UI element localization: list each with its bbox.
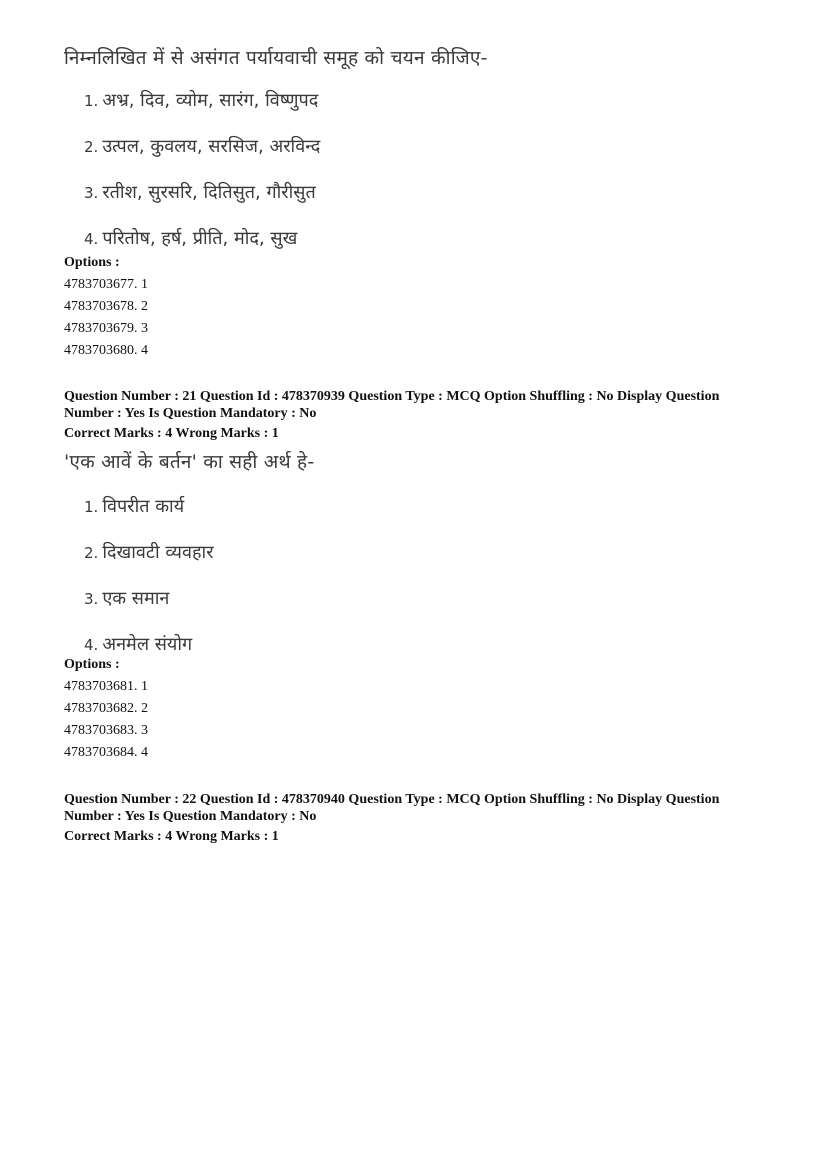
q21-question-text: 'एक आवें के बर्तन' का सही अर्थ हे- xyxy=(64,451,315,473)
q22-header-line2: Number : Yes Is Question Mandatory : No xyxy=(64,809,317,824)
q20-choice-4 xyxy=(84,226,297,250)
q21-marks: Correct Marks : 4 Wrong Marks : 1 xyxy=(64,426,279,441)
q21-choice-4-text: अनमेल संयोग xyxy=(102,634,193,655)
q20-choice-4-num: 4. xyxy=(84,230,99,248)
q20-choice-2-text: उत्पल, कुवलय, सरसिज, अरविन्द xyxy=(102,136,321,157)
q21-choice-2 xyxy=(84,540,214,564)
q21-option-id-4: 4783703684. 4 xyxy=(64,745,148,760)
q21-choice-3 xyxy=(84,586,169,610)
q20-choice-4-text: परितोष, हर्ष, प्रीति, मोद, सुख xyxy=(102,228,298,249)
q21-option-id-3: 4783703683. 3 xyxy=(64,723,148,738)
q21-choice-1-text: विपरीत कार्य xyxy=(102,496,185,517)
q21-header-line2: Number : Yes Is Question Mandatory : No xyxy=(64,406,317,421)
q20-choice-3-text: रतीश, सुरसरि, दितिसुत, गौरीसुत xyxy=(102,182,316,203)
q20-option-id-4: 4783703680. 4 xyxy=(64,343,148,358)
q21-choice-2-num: 2. xyxy=(84,544,99,562)
q20-choice-2 xyxy=(84,134,320,158)
q20-choice-2-num: 2. xyxy=(84,138,99,156)
q21-choice-3-num: 3. xyxy=(84,590,99,608)
q22-header-line1: Question Number : 22 Question Id : 478370940 Question Type : MCQ Option Shuffling : No Display Question xyxy=(64,792,720,807)
q20-option-id-3: 4783703679. 3 xyxy=(64,321,148,336)
q21-choice-4 xyxy=(84,632,192,656)
q21-option-id-2: 4783703682. 2 xyxy=(64,701,148,716)
q20-choice-3 xyxy=(84,180,316,204)
q20-choice-1-num: 1. xyxy=(84,92,99,110)
q20-choice-1 xyxy=(84,88,318,112)
q21-option-id-1: 4783703681. 1 xyxy=(64,679,148,694)
q20-option-id-2: 4783703678. 2 xyxy=(64,299,148,314)
q21-choice-2-text: दिखावटी व्यवहार xyxy=(102,542,214,563)
q21-choice-3-text: एक समान xyxy=(102,588,170,609)
q21-choice-1-num: 1. xyxy=(84,498,99,516)
q21-choice-1 xyxy=(84,494,184,518)
q20-choice-3-num: 3. xyxy=(84,184,99,202)
q22-marks: Correct Marks : 4 Wrong Marks : 1 xyxy=(64,829,279,844)
q20-question-text: निम्नलिखित में से असंगत पर्यायवाची समूह को चयन कीजिए- xyxy=(64,47,488,69)
q21-choice-4-num: 4. xyxy=(84,636,99,654)
q21-options-label: Options : xyxy=(64,657,120,672)
q20-choice-1-text: अभ्र, दिव, व्योम, सारंग, विष्णुपद xyxy=(102,90,319,111)
q20-options-label: Options : xyxy=(64,255,120,270)
q20-option-id-1: 4783703677. 1 xyxy=(64,277,148,292)
q21-header-line1: Question Number : 21 Question Id : 478370939 Question Type : MCQ Option Shuffling : No Display Question xyxy=(64,389,720,404)
